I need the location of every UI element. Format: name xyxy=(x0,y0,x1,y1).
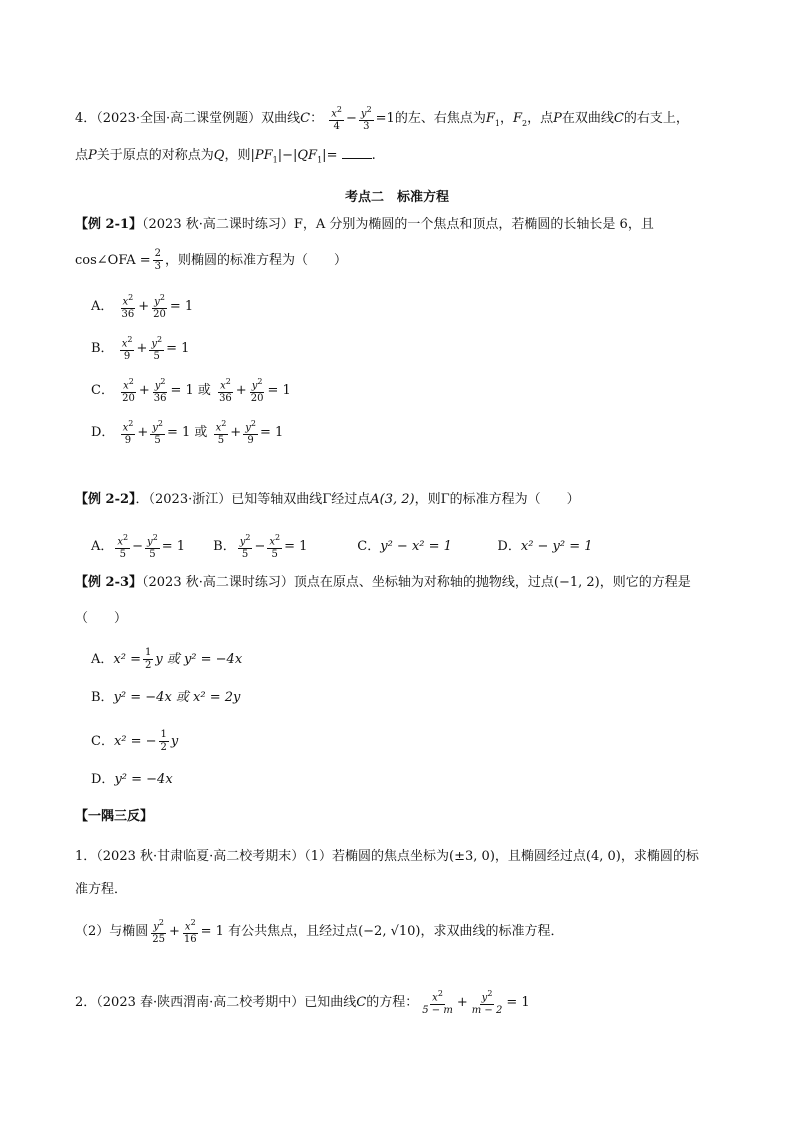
text: 的左、右焦点为 xyxy=(394,111,486,127)
text: y 或 y² = −4x xyxy=(155,652,243,667)
option-b[interactable] xyxy=(213,532,353,561)
example-tag: 【例 2-1】 xyxy=(75,217,143,232)
text: . xyxy=(371,148,376,163)
question-4-line-1: 4．（2023·全国·高二课堂例题）双曲线C： $\frac{x^2}{4}$ − $\frac{y^2}{3}$ =1的左、右焦点为$F_1$，$F_2$，点P在双曲线C的右支上， xyxy=(75,105,689,133)
text: | xyxy=(322,148,327,163)
option-b[interactable] xyxy=(91,334,734,363)
fraction: $\frac{x^2}{36}$ xyxy=(121,293,135,321)
option-label: B． xyxy=(91,690,114,705)
text: 的方程： xyxy=(366,995,419,1011)
point-coordinates: (4, 0) xyxy=(585,849,621,864)
curve-label: C xyxy=(300,111,311,127)
option-label: C． xyxy=(91,734,114,749)
text: ，求椭圆的标 xyxy=(620,849,699,864)
question-4-line-2 xyxy=(75,146,734,171)
fraction: $\frac{1}{2}$ xyxy=(160,729,167,753)
fraction: $\frac{x^2}{5}$ xyxy=(215,419,227,447)
question-source: （2023·全国·高二课堂例题） xyxy=(96,111,262,127)
text: y xyxy=(170,734,179,749)
question-source: （2023 春·陕西渭南·高二校考期中） xyxy=(96,995,305,1011)
point-label: P xyxy=(88,148,97,163)
text: 顶点在原点、坐标轴为对称轴的抛物线，过点 xyxy=(293,575,554,590)
option-a[interactable] xyxy=(91,292,734,321)
example-tag: 【例 2-3】 xyxy=(75,575,143,590)
point-label: P xyxy=(553,111,562,127)
practice-title: 【一隅三反】 xyxy=(75,809,154,824)
option-d[interactable] xyxy=(91,418,734,447)
fraction: $\frac{y^2}{9}$ xyxy=(245,419,256,447)
point-coordinates: (±3, 0) xyxy=(449,849,495,864)
text: + xyxy=(169,924,180,940)
option-d[interactable] xyxy=(497,537,592,557)
option-label: D． xyxy=(91,772,115,787)
option-text: x² − y² = 1 xyxy=(520,539,593,555)
option-d[interactable] xyxy=(91,770,734,790)
fraction: $\frac{x^2}{5}$ xyxy=(117,533,129,561)
fraction: $\frac{y^2}{5}$ xyxy=(151,335,163,363)
example-2-3-line-1 xyxy=(75,573,734,593)
option-label: A． xyxy=(91,299,114,315)
fraction: $\frac{1}{2}$ xyxy=(144,647,152,671)
fraction: $\frac{y^2}{5}$ xyxy=(147,533,158,561)
text: = 1 xyxy=(169,299,194,315)
text: + xyxy=(137,425,149,441)
text: x² = xyxy=(113,652,141,667)
curve-label: C xyxy=(356,995,367,1011)
text: ，且椭圆经过点 xyxy=(494,849,586,864)
fraction: $\frac{y^2}{20}$ xyxy=(250,377,264,405)
fraction: $\frac{2}{3}$ xyxy=(154,248,162,272)
abs-expression: |PF xyxy=(250,148,273,163)
text: = 1 有公共焦点，且经过点 xyxy=(200,924,359,940)
text: 已知曲线 xyxy=(304,995,357,1011)
text: 关于原点的对称点为 xyxy=(96,148,214,163)
text: F，A 分别为椭圆的一个焦点和顶点，若椭圆的长轴长是 6，且 xyxy=(293,217,654,232)
option-label: A． xyxy=(91,539,114,555)
text: cos∠OFA = xyxy=(75,253,151,268)
question-source: （2023 秋·甘肃临夏·高二校考期末） xyxy=(96,849,305,864)
practice-1-part-2 xyxy=(75,917,734,946)
text: ，求双曲线的标准方程． xyxy=(420,924,564,940)
text: = 1 xyxy=(259,425,284,441)
option-label: A． xyxy=(91,652,114,667)
text: + xyxy=(136,341,148,357)
practice-1-line-1 xyxy=(75,847,734,867)
point-coordinates: (−2, √10) xyxy=(358,924,421,940)
example-source: （2023 秋·高二课时练习） xyxy=(142,575,294,590)
fraction: $\frac{x^2}{16}$ xyxy=(183,918,197,946)
option-label: B． xyxy=(91,341,114,357)
text: = 1 xyxy=(267,383,291,399)
option-c[interactable] xyxy=(91,376,734,405)
text: ： xyxy=(310,111,324,127)
section-title: 考点二 标准方程 xyxy=(344,190,449,205)
text: + xyxy=(235,383,247,399)
example-source: ．（2023·浙江） xyxy=(135,492,232,507)
fraction: $\frac{x^2}{9}$ xyxy=(121,335,133,363)
text: 或 xyxy=(194,425,208,441)
fraction: $\frac{x^2}{5}$ xyxy=(269,533,281,561)
example-2-2-options xyxy=(91,532,734,561)
option-a[interactable] xyxy=(91,647,734,672)
question-number: 2． xyxy=(75,995,97,1011)
fraction: $\frac{y^2}{5}$ xyxy=(239,533,251,561)
text: ，则它的方程是 xyxy=(599,575,691,590)
text: ，则Γ的标准方程为（ ） xyxy=(414,492,580,507)
subscript: 1 xyxy=(272,155,278,165)
curve-label: C xyxy=(613,111,624,127)
example-2-2-line-1 xyxy=(75,490,734,510)
text: 双曲线 xyxy=(261,111,301,127)
text: （2）与椭圆 xyxy=(75,924,149,940)
text: 在双曲线 xyxy=(561,111,614,127)
fraction: $\frac{x^2}{36}$ xyxy=(219,377,232,405)
text: = 1 xyxy=(161,539,186,555)
subscript: 2 xyxy=(522,118,528,128)
example-2-1-line-1 xyxy=(75,215,734,235)
option-text: y² = −4x xyxy=(114,772,173,787)
text: ， xyxy=(499,111,513,127)
fraction: $\frac{x^2}{4}$ xyxy=(331,105,342,133)
answer-blank[interactable] xyxy=(342,146,372,159)
question-number: 1． xyxy=(75,849,97,864)
text: ，则椭圆的标准方程为（ ） xyxy=(165,253,348,268)
text: = xyxy=(326,148,338,163)
text: = 1 xyxy=(284,539,308,555)
text: = 1 xyxy=(506,995,530,1011)
option-text: y² − x² = 1 xyxy=(380,539,452,555)
text: x² = − xyxy=(113,734,157,749)
abs-expression: |QF xyxy=(293,148,318,163)
subscript: 1 xyxy=(317,155,323,165)
text: − xyxy=(254,539,266,555)
option-label: C． xyxy=(357,539,381,555)
text: ，点 xyxy=(527,111,554,127)
option-label: D． xyxy=(497,539,521,555)
fraction: $\frac{x^2}{9}$ xyxy=(122,419,134,447)
option-label: C． xyxy=(91,383,114,399)
example-tag: 【例 2-2】 xyxy=(75,492,136,507)
text: − xyxy=(282,148,294,163)
fraction: $\frac{y^2}{5}$ xyxy=(152,419,163,447)
text: 的右支上， xyxy=(623,111,689,127)
fraction: $\frac{y^2}{3}$ xyxy=(360,105,372,133)
fraction: $\frac{y^2}{25}$ xyxy=(152,918,166,946)
F2-label: F xyxy=(512,111,523,127)
fraction: $\frac{x^2}{20}$ xyxy=(122,377,135,405)
text: + xyxy=(138,299,150,315)
F1-label: F xyxy=(485,111,495,127)
text: 或 xyxy=(197,383,211,399)
fraction: $\frac{y^2}{36}$ xyxy=(153,377,167,405)
text: = 1 xyxy=(166,341,190,357)
text: | xyxy=(277,148,283,163)
example-2-1-line-2 xyxy=(75,248,734,273)
fraction: $\frac{y^2}{20}$ xyxy=(153,293,166,321)
fraction: $\frac{x^2}{5 - m}$ xyxy=(422,989,453,1017)
fraction: $\frac{y^2}{m - 2}$ xyxy=(471,989,503,1017)
text: = 1 xyxy=(170,383,194,399)
text: （1）若椭圆的焦点坐标为 xyxy=(304,849,450,864)
point-coordinates: A(3, 2) xyxy=(370,492,415,507)
option-c[interactable] xyxy=(357,537,493,557)
point-label: Q xyxy=(213,148,225,163)
example-source: （2023 秋·高二课时练习） xyxy=(142,217,294,232)
text: − xyxy=(132,539,144,555)
text: 已知等轴双曲线Γ经过点 xyxy=(231,492,371,507)
text: ，则 xyxy=(224,148,251,163)
text: =1 xyxy=(375,111,395,127)
text: + xyxy=(456,995,468,1011)
option-text: y² = −4x 或 x² = 2y xyxy=(113,690,241,705)
option-b[interactable] xyxy=(91,688,734,708)
option-a[interactable] xyxy=(91,532,209,561)
text: + xyxy=(230,425,242,441)
text: = 1 xyxy=(166,425,191,441)
option-c[interactable] xyxy=(91,729,734,754)
text: 点 xyxy=(75,148,89,163)
point-coordinates: (−1, 2) xyxy=(553,575,600,590)
example-2-3-line-2: （ ） xyxy=(75,611,128,626)
practice-1-line-2: 准方程． xyxy=(75,882,128,897)
text: + xyxy=(138,383,150,399)
practice-2-line-1 xyxy=(75,988,734,1017)
option-label: B． xyxy=(213,539,236,555)
subscript: 1 xyxy=(494,118,500,128)
question-number: 4． xyxy=(75,111,97,127)
option-label: D． xyxy=(91,425,115,441)
